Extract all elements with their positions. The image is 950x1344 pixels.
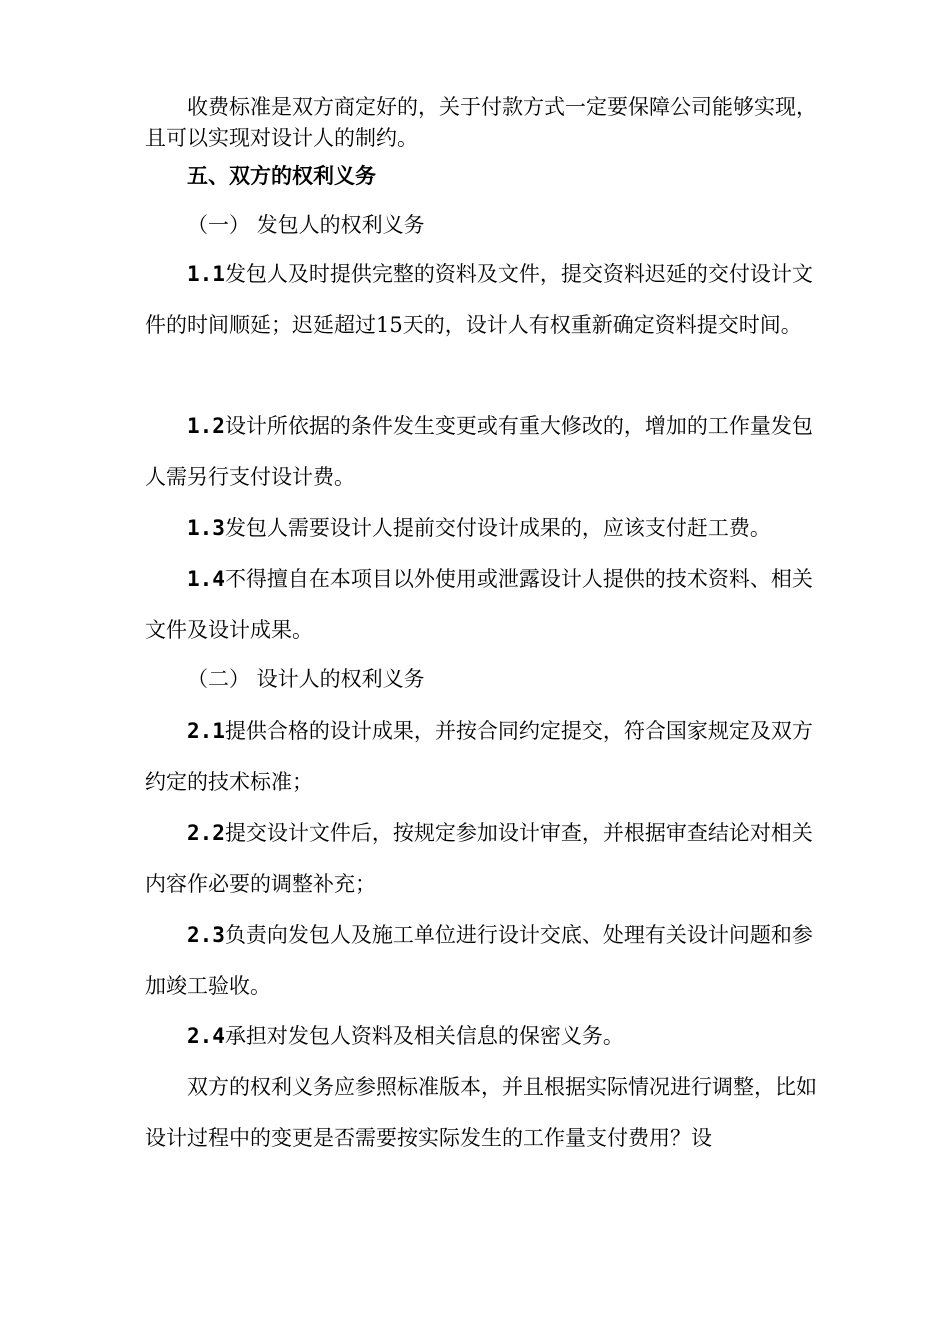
section-heading-rights-obligations xyxy=(145,160,825,191)
clause-2-3 xyxy=(145,910,825,1012)
clause-1-1 xyxy=(145,249,825,351)
clause-number: 2.4 xyxy=(187,1024,225,1048)
clause-text: 提供合格的设计成果，并按合同约定提交，符合国家规定及双方约定的技术标准； xyxy=(145,719,813,794)
clause-text: 设计所依据的条件发生变更或有重大修改的，增加的工作量发包人需另行支付设计费。 xyxy=(145,414,813,489)
clause-text: 不得擅自在本项目以外使用或泄露设计人提供的技术资料、相关文件及设计成果。 xyxy=(145,567,813,642)
paragraph-fee-standard xyxy=(145,92,825,154)
clause-1-4 xyxy=(145,554,825,656)
clause-number: 2.1 xyxy=(187,719,225,743)
clause-text: 提交设计文件后，按规定参加设计审查，并根据审查结论对相关内容作必要的调整补充； xyxy=(145,821,813,896)
subsection-heading-employer xyxy=(145,210,825,241)
clause-number: 2.2 xyxy=(187,821,225,845)
heading-text: （二） 设计人的权利义务 xyxy=(187,667,425,691)
clause-2-4 xyxy=(145,1011,825,1062)
clause-number: 1.4 xyxy=(187,567,225,591)
paragraph-standard-version xyxy=(145,1062,825,1164)
clause-number: 2.3 xyxy=(187,923,225,947)
clause-text: 发包人及时提供完整的资料及文件，提交资料迟延的交付设计文件的时间顺延；迟延超过15天的，设计人有权重新确定资料提交时间。 xyxy=(145,262,813,337)
clause-number: 1.3 xyxy=(187,516,225,540)
clause-text: 发包人需要设计人提前交付设计成果的，应该支付赶工费。 xyxy=(224,516,771,540)
paragraph-text: 收费标准是双方商定好的，关于付款方式一定要保障公司能够实现，且可以实现对设计人的制约。 xyxy=(145,95,817,150)
clause-1-2 xyxy=(145,401,825,503)
clause-2-2 xyxy=(145,808,825,910)
subsection-heading-designer xyxy=(145,664,825,695)
clause-text: 负责向发包人及施工单位进行设计交底、处理有关设计问题和参加竣工验收。 xyxy=(145,923,813,998)
heading-text: 五、双方的权利义务 xyxy=(187,163,376,188)
heading-text: （一） 发包人的权利义务 xyxy=(187,213,425,237)
clause-2-1 xyxy=(145,706,825,808)
clause-1-3 xyxy=(145,503,825,554)
clause-number: 1.1 xyxy=(187,262,225,286)
clause-text: 承担对发包人资料及相关信息的保密义务。 xyxy=(224,1024,624,1048)
clause-number: 1.2 xyxy=(187,414,225,438)
paragraph-text: 双方的权利义务应参照标准版本，并且根据实际情况进行调整，比如设计过程中的变更是否需要按实际发生的工作量支付费用？设 xyxy=(145,1075,817,1150)
